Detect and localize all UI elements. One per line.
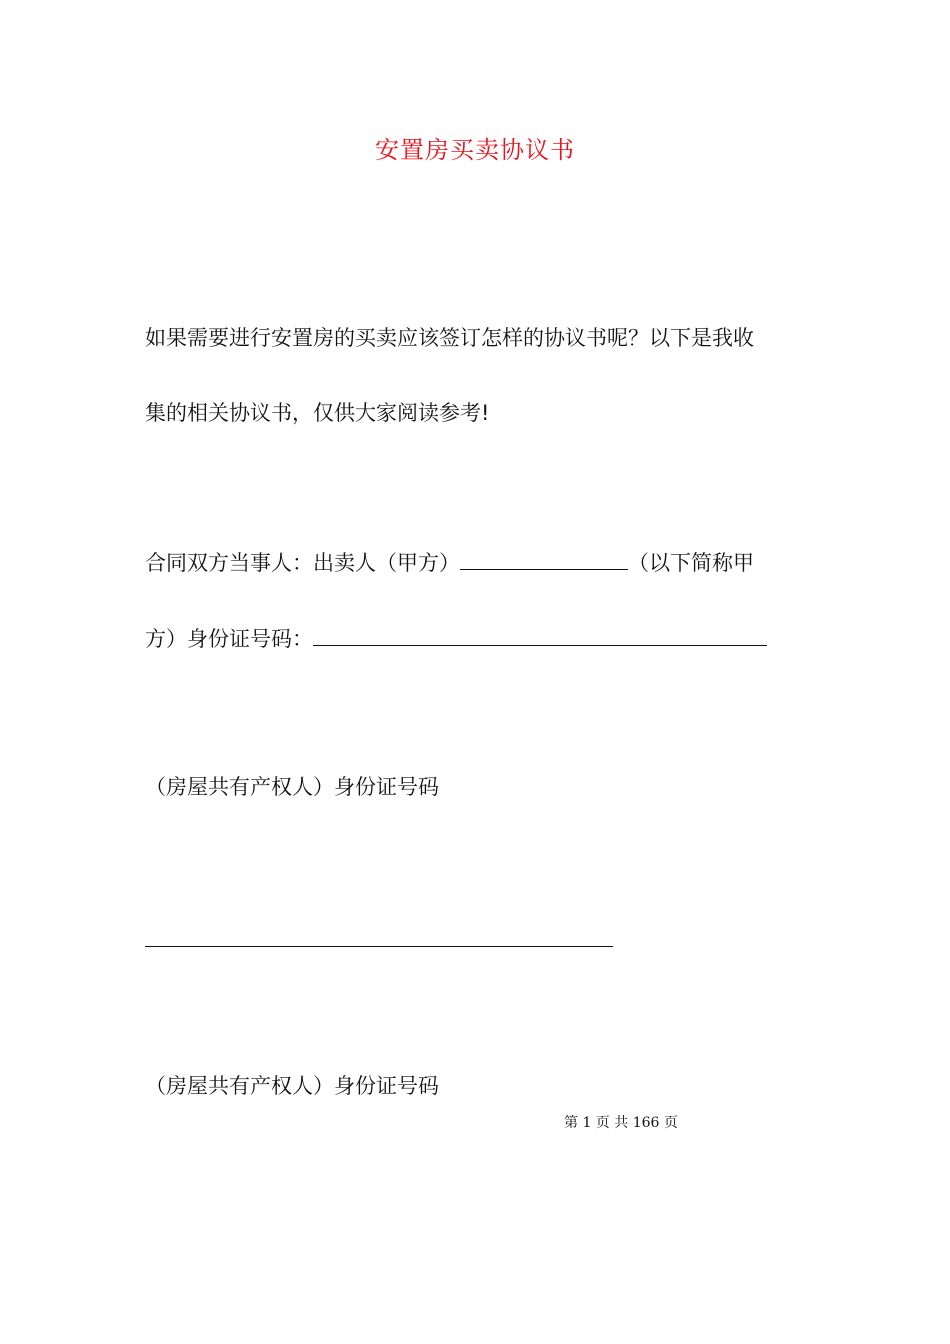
seller-id-label: 方）身份证号码： — [145, 627, 313, 651]
co-owner-1-label: （房屋共有产权人）身份证号码 — [145, 775, 439, 799]
intro-line-1: 如果需要进行安置房的买卖应该签订怎样的协议书呢？以下是我收 — [145, 326, 754, 350]
intro-line-2: 集的相关协议书，仅供大家阅读参考! — [145, 401, 490, 425]
seller-name-blank — [460, 547, 628, 570]
document-title: 安置房买卖协议书 — [375, 136, 575, 164]
parties-line-2 — [145, 623, 767, 654]
parties-line-1 — [145, 547, 754, 578]
seller-id-blank — [313, 623, 767, 646]
seller-label: 合同双方当事人：出卖人（甲方） — [145, 551, 460, 575]
co-owner-1-id-blank — [145, 946, 613, 947]
seller-alias-label: （以下简称甲 — [628, 551, 754, 575]
co-owner-2-label: （房屋共有产权人）身份证号码 — [145, 1074, 439, 1098]
page-indicator: 第 1 页 共 166 页 — [564, 1115, 678, 1131]
